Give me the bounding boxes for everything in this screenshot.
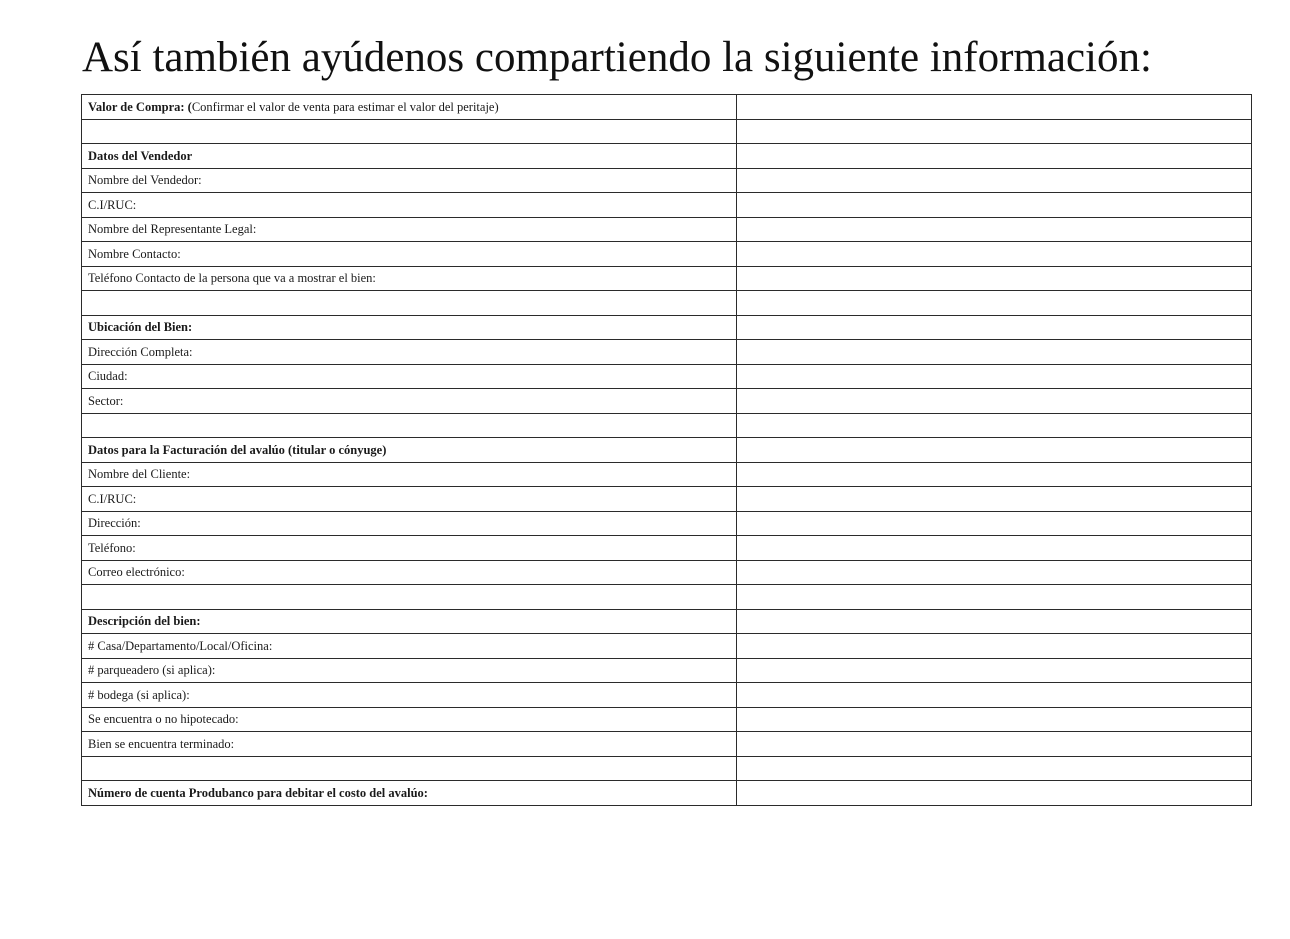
field-value-cell — [737, 609, 1252, 634]
field-value-cell[interactable] — [737, 560, 1252, 585]
field-value-cell[interactable] — [737, 658, 1252, 683]
field-label: Nombre del Vendedor: — [82, 168, 737, 193]
form-row — [82, 511, 1252, 536]
section-header-row — [82, 438, 1252, 463]
field-value-cell[interactable] — [737, 340, 1252, 365]
information-form-table — [81, 94, 1252, 806]
field-value-cell[interactable] — [737, 536, 1252, 561]
form-row — [82, 487, 1252, 512]
section-title: Número de cuenta Produbanco para debitar el costo del avalúo: — [82, 781, 737, 806]
form-row — [82, 560, 1252, 585]
field-label: # bodega (si aplica): — [82, 683, 737, 708]
field-label: Dirección Completa: — [82, 340, 737, 365]
field-label — [82, 413, 737, 438]
field-value-cell[interactable] — [737, 168, 1252, 193]
field-value-cell[interactable] — [737, 193, 1252, 218]
form-row — [82, 340, 1252, 365]
field-label: Bien se encuentra terminado: — [82, 732, 737, 757]
field-label: Nombre Contacto: — [82, 242, 737, 267]
field-value-cell — [737, 119, 1252, 144]
field-value-cell[interactable] — [737, 732, 1252, 757]
section-header-row — [82, 144, 1252, 169]
field-label: Ciudad: — [82, 364, 737, 389]
section-title: Ubicación del Bien: — [82, 315, 737, 340]
field-value-cell[interactable] — [737, 707, 1252, 732]
field-value-cell — [737, 756, 1252, 781]
form-row — [82, 462, 1252, 487]
field-label: Nombre del Cliente: — [82, 462, 737, 487]
field-value-cell — [737, 315, 1252, 340]
form-row — [82, 707, 1252, 732]
field-label — [82, 585, 737, 610]
form-row — [82, 364, 1252, 389]
page-title: Así también ayúdenos compartiendo la siguiente información: — [82, 34, 1152, 81]
spacer-row — [82, 756, 1252, 781]
field-label: Correo electrónico: — [82, 560, 737, 585]
field-value-cell — [737, 781, 1252, 806]
field-label — [82, 756, 737, 781]
field-label: # Casa/Departamento/Local/Oficina: — [82, 634, 737, 659]
field-value-cell[interactable] — [737, 462, 1252, 487]
field-value-cell — [737, 585, 1252, 610]
form-row — [82, 95, 1252, 120]
section-header-row — [82, 315, 1252, 340]
field-value-cell[interactable] — [737, 242, 1252, 267]
form-row — [82, 732, 1252, 757]
field-value-cell[interactable] — [737, 389, 1252, 414]
form-row — [82, 683, 1252, 708]
form-row — [82, 242, 1252, 267]
form-row — [82, 634, 1252, 659]
form-table-body — [82, 95, 1252, 806]
field-value-cell — [737, 291, 1252, 316]
field-value-cell[interactable] — [737, 487, 1252, 512]
field-label: Nombre del Representante Legal: — [82, 217, 737, 242]
field-value-cell — [737, 144, 1252, 169]
form-row — [82, 193, 1252, 218]
field-label: Teléfono Contacto de la persona que va a mostrar el bien: — [82, 266, 737, 291]
field-label: Teléfono: — [82, 536, 737, 561]
spacer-row — [82, 413, 1252, 438]
form-row — [82, 266, 1252, 291]
field-label — [82, 119, 737, 144]
field-label: Se encuentra o no hipotecado: — [82, 707, 737, 732]
section-title: Datos para la Facturación del avalúo (titular o cónyuge) — [82, 438, 737, 463]
field-label: # parqueadero (si aplica): — [82, 658, 737, 683]
field-label — [82, 291, 737, 316]
form-row — [82, 217, 1252, 242]
form-row — [82, 389, 1252, 414]
field-value-cell[interactable] — [737, 266, 1252, 291]
section-title: Descripción del bien: — [82, 609, 737, 634]
field-value-cell — [737, 438, 1252, 463]
field-label: C.I/RUC: — [82, 487, 737, 512]
form-row — [82, 658, 1252, 683]
spacer-row — [82, 119, 1252, 144]
form-row — [82, 536, 1252, 561]
purchase-value-note: Confirmar el valor de venta para estimar el valor del peritaje) — [191, 99, 499, 114]
spacer-row — [82, 291, 1252, 316]
section-header-row — [82, 609, 1252, 634]
spacer-row — [82, 585, 1252, 610]
section-title: Datos del Vendedor — [82, 144, 737, 169]
field-value-cell[interactable] — [737, 95, 1252, 120]
field-value-cell[interactable] — [737, 511, 1252, 536]
section-header-row — [82, 781, 1252, 806]
field-value-cell[interactable] — [737, 217, 1252, 242]
form-row — [82, 168, 1252, 193]
field-label: Dirección: — [82, 511, 737, 536]
field-label: C.I/RUC: — [82, 193, 737, 218]
field-value-cell[interactable] — [737, 634, 1252, 659]
field-value-cell[interactable] — [737, 683, 1252, 708]
field-label: Sector: — [82, 389, 737, 414]
field-label — [82, 95, 737, 120]
field-value-cell — [737, 413, 1252, 438]
field-value-cell[interactable] — [737, 364, 1252, 389]
purchase-value-label: Valor de Compra: ( — [88, 99, 192, 114]
